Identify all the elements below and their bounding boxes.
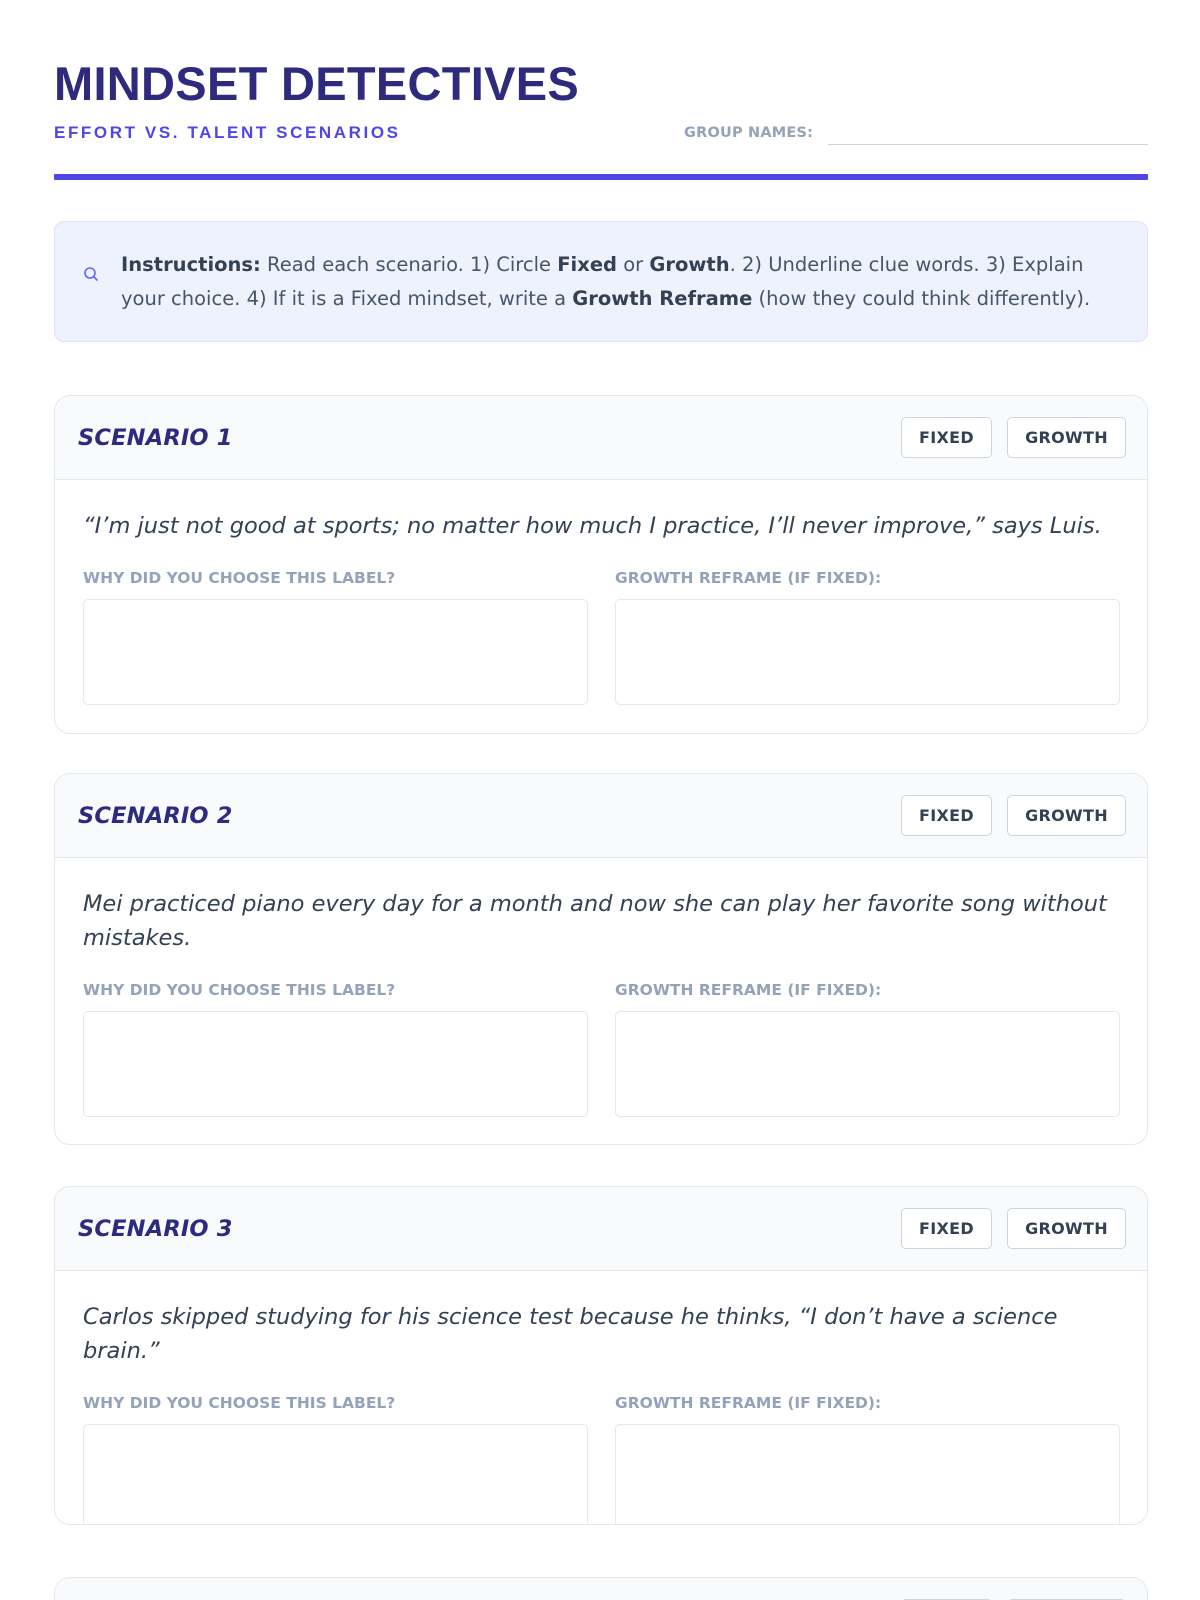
instructions-box — [54, 221, 1148, 342]
search-icon — [83, 266, 99, 282]
scenario-card-1 — [54, 395, 1148, 734]
scenario-text: Carlos skipped studying for his science test because he thinks, “I don’t have a science brain.” — [83, 1304, 1058, 1364]
fixed-option-button[interactable]: FIXED — [901, 795, 992, 836]
why-field — [83, 1394, 588, 1525]
fixed-option-button[interactable]: FIXED — [901, 1208, 992, 1249]
scenario-header — [55, 396, 1147, 480]
scenario-title: SCENARIO 3 — [78, 1216, 233, 1242]
worksheet-header — [54, 57, 1148, 142]
page-subtitle: EFFORT VS. TALENT SCENARIOS — [54, 123, 401, 142]
scenario-body — [55, 480, 1147, 705]
instructions-fixed-word: Fixed — [557, 253, 618, 276]
scenario-text: “I’m just not good at sports; no matter how much I practice, I’ll never improve,” says Luis. — [83, 513, 1102, 539]
instructions-part: Read each scenario. 1) Circle — [260, 253, 558, 276]
scenario-text: Mei practiced piano every day for a month and now she can play her favorite song without mistakes. — [83, 891, 1107, 951]
growth-option-button[interactable]: GROWTH — [1007, 1208, 1126, 1249]
scenario-header — [55, 1578, 1147, 1600]
answer-fields — [83, 1394, 1120, 1525]
instructions-lead: Instructions: — [121, 253, 261, 276]
why-label: WHY DID YOU CHOOSE THIS LABEL? — [83, 569, 396, 587]
instructions-text — [121, 248, 1121, 316]
reframe-field — [615, 569, 1120, 705]
subtitle-row — [54, 123, 1148, 149]
scenario-header — [55, 1187, 1147, 1271]
why-field — [83, 569, 588, 705]
why-field — [83, 981, 588, 1117]
header-divider — [54, 174, 1148, 180]
answer-fields — [83, 981, 1120, 1117]
scenario-body — [55, 858, 1147, 1117]
scenario-body — [55, 1271, 1147, 1525]
answer-fields — [83, 569, 1120, 705]
scenario-title: SCENARIO 1 — [78, 425, 233, 451]
scenario-card-2 — [54, 773, 1148, 1145]
instructions-part: . 2) Underline clue words. 3) Explain your choice. 4) If it is a Fixed mindset, write a — [121, 253, 1084, 310]
why-answer-box[interactable] — [83, 1424, 588, 1525]
reframe-label: GROWTH REFRAME (IF FIXED): — [615, 981, 882, 999]
instructions-part: (how they could think differently). — [752, 287, 1091, 310]
why-label: WHY DID YOU CHOOSE THIS LABEL? — [83, 981, 396, 999]
reframe-answer-box[interactable] — [615, 599, 1120, 705]
scenario-card-3 — [54, 1186, 1148, 1525]
instructions-growth-word: Growth — [649, 253, 730, 276]
why-label: WHY DID YOU CHOOSE THIS LABEL? — [83, 1394, 396, 1412]
scenario-header — [55, 774, 1147, 858]
why-answer-box[interactable] — [83, 1011, 588, 1117]
instructions-part: or — [617, 253, 650, 276]
reframe-field — [615, 981, 1120, 1117]
why-answer-box[interactable] — [83, 599, 588, 705]
group-names-label: GROUP NAMES: — [684, 125, 814, 141]
fixed-option-button[interactable]: FIXED — [901, 417, 992, 458]
reframe-answer-box[interactable] — [615, 1011, 1120, 1117]
reframe-label: GROWTH REFRAME (IF FIXED): — [615, 569, 882, 587]
scenario-card-4 — [54, 1577, 1148, 1600]
growth-option-button[interactable]: GROWTH — [1007, 795, 1126, 836]
reframe-answer-box[interactable] — [615, 1424, 1120, 1525]
growth-option-button[interactable]: GROWTH — [1007, 417, 1126, 458]
group-names-field[interactable] — [828, 144, 1148, 145]
reframe-label: GROWTH REFRAME (IF FIXED): — [615, 1394, 882, 1412]
instructions-reframe-word: Growth Reframe — [572, 287, 753, 310]
scenario-title: SCENARIO 2 — [78, 803, 233, 829]
page-title: MINDSET DETECTIVES — [54, 57, 580, 110]
reframe-field — [615, 1394, 1120, 1525]
